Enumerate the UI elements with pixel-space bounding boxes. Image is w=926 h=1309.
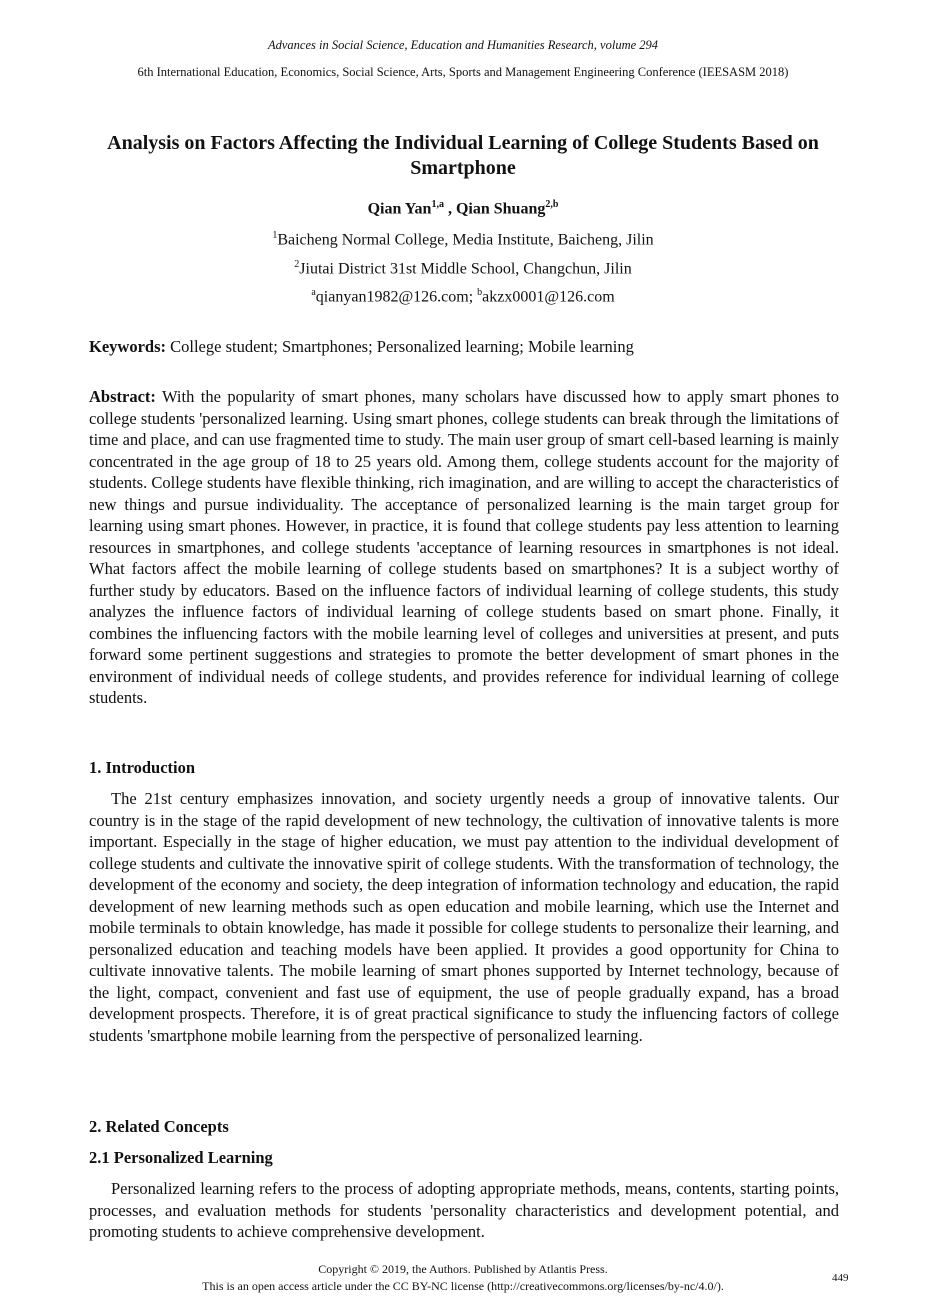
- conference-header: 6th International Education, Economics, Social Science, Arts, Sports and Management Engineering Conference (IEESASM 2018): [137, 65, 789, 79]
- abstract-text: With the popularity of smart phones, many scholars have discussed how to apply smart phones to college students 'personalized learning. Using smart phones, college students can break through the limitations of time and place, and can use fragmented time to study. The main user group of smart cell-based learning is mainly concentrated in the age group of 18 to 25 years old. Among them, college students account for the majority of students. College students have flexible thinking, rich imagination, and are willing to accept the characteristics of new things and pursue individuality. The acceptance of personalized learning is the main target group for learning using smart phones. However, in practice, it is found that college students pay less attention to learning resources in smartphones, and college students 'acceptance of learning resources in smartphones is not ideal. What factors affect the mobile learning of college students based on smartphones? It is a subject worthy of further study by educators. Based on the influence factors of individual learning of college students, this study analyzes the influence factors of individual learning of college students based on smart phone. Finally, it combines the influencing factors with the mobile learning level of colleges and universities at present, and puts forward some pertinent suggestions and strategies to promote the better development of smart phones in the environment of individual needs of college students, and provides reference for individual learning of college students.: [89, 387, 839, 707]
- affiliation-1-text: Baicheng Normal College, Media Institute, Baicheng, Jilin: [277, 231, 654, 249]
- affiliation-2: [0, 259, 926, 278]
- abstract-label: Abstract:: [89, 387, 156, 406]
- footer-license: This is an open access article under the CC BY-NC license (http://creativecommons.org/licenses/by-nc/4.0/).: [202, 1279, 724, 1293]
- keywords-text: College student; Smartphones; Personalized learning; Mobile learning: [166, 337, 634, 356]
- introduction-paragraph: The 21st century emphasizes innovation, and society urgently needs a group of innovative talents. Our country is in the stage of the rapid development of new technology, the cultivation of innovative talents is more important. Especially in the stage of higher education, we must pay attention to the individual development of college students and cultivate the innovative spirit of college students. With the transformation of technology, the development of the economy and society, the deep integration of information technology and education, the rapid development of new learning methods such as open education and mobile learning, which use the Internet and mobile terminals to obtain knowledge, has made it possible for college students to personalize their learning, and personalized education and teaching models have been applied. It provides a good opportunity for China to cultivate innovative talents. The mobile learning of smart phones supported by Internet technology, because of the light, compact, convenient and fast use of equipment, the use of people gradually expand, has a broad development prospects. Therefore, it is of great practical significance to study the influencing factors of college students 'smartphone mobile learning from the perspective of personalized learning.: [89, 789, 839, 1045]
- abstract: [89, 386, 839, 709]
- affiliation-2-sup: 2: [294, 259, 300, 270]
- affiliation-1-sup: 1: [272, 230, 278, 241]
- journal-header: Advances in Social Science, Education and Humanities Research, volume 294: [267, 38, 659, 52]
- email-1-sup: a: [311, 287, 316, 298]
- affiliation-1: [0, 230, 926, 249]
- author-2-sup: 2,b: [545, 199, 559, 210]
- page-number: 449: [832, 1272, 849, 1284]
- author-1-sup: 1,a: [431, 199, 444, 210]
- keywords: [89, 337, 839, 357]
- author-separator: ,: [443, 200, 456, 218]
- section-heading-introduction: 1. Introduction: [89, 758, 196, 777]
- keywords-label: Keywords:: [89, 337, 166, 356]
- footer: [0, 1261, 926, 1295]
- email-2: akzx0001@126.com: [482, 288, 615, 306]
- email-2-sup: b: [477, 287, 483, 298]
- personalized-learning-paragraph: Personalized learning refers to the process of adopting appropriate methods, means, contents, starting points, processes, and evaluation methods for students 'personality characteristics and development potential, and promoting students to achieve comprehensive development.: [89, 1179, 839, 1241]
- email-line: [0, 287, 926, 306]
- author-line: [0, 199, 926, 218]
- email-1: qianyan1982@126.com;: [315, 288, 478, 306]
- affiliation-2-text: Jiutai District 31st Middle School, Changchun, Jilin: [299, 260, 632, 278]
- subsection-heading-personalized-learning: 2.1 Personalized Learning: [89, 1148, 273, 1167]
- author-1: Qian Yan: [367, 200, 432, 218]
- author-2: Qian Shuang: [455, 200, 546, 218]
- paper-title: Analysis on Factors Affecting the Individual Learning of College Students Based on Smartphone: [107, 132, 819, 179]
- footer-copyright: Copyright © 2019, the Authors. Published by Atlantis Press.: [318, 1262, 608, 1276]
- section-heading-related-concepts: 2. Related Concepts: [89, 1117, 229, 1136]
